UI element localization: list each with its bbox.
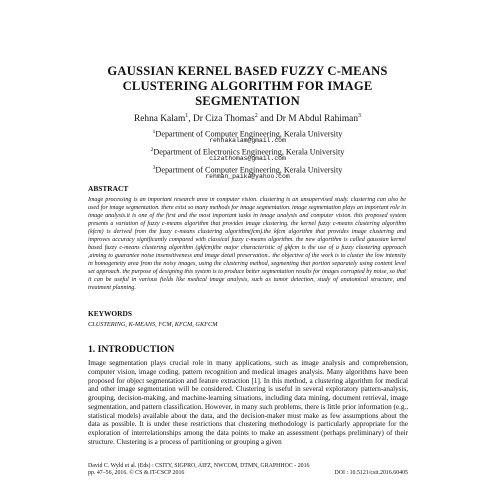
- affiliation-dept-text: Department of Computer Engineering, Kerala University: [155, 129, 343, 139]
- affiliation-dept-text: Department of Computer Engineering, Kerala University: [155, 165, 343, 175]
- author-name: Dr Ciza Thomas: [192, 114, 255, 125]
- title-line: SEGMENTATION: [195, 94, 300, 108]
- abstract-heading: ABSTRACT: [88, 184, 129, 193]
- affiliation-mark: 3: [152, 165, 156, 171]
- author-name: Rehna Kalam: [133, 114, 186, 125]
- author-mark: 3: [358, 113, 362, 119]
- affiliation-email: cizathomas@gmail.com: [209, 155, 286, 162]
- introduction-text: Image segmentation plays crucial role in many applications, such as image analysis and comprehension, computer vision, image coding, pattern recognition and medical images analysis. Many algorithms have been proposed for object segmentation and feature extraction [1]. In this method, a clustering algorithm for medical and other image segmentation will be considered. Clustering is useful in several exploratory pattern-analysis, grouping, decision-making, and machine-learning situations, including data mining, document retrieval, image segmentation, and pattern classification. However, in many such problems, there is little prior information (e.g., statistical models) available about the data, and the decision-maker must make as few assumptions about the data as possible. It is under these restrictions that clustering methodology is particularly appropriate for the exploration of interrelationships among the data points to make an assessment (perhaps preliminary) of their structure. Clustering is a process of partitioning or grouping a given: [88, 359, 408, 446]
- keywords-heading: KEYWORDS: [88, 309, 132, 318]
- affiliation-dept-text: Department of Electronics Engineering, Kerala University: [153, 147, 345, 157]
- title-line: CLUSTERING ALGORITHM FOR IMAGE: [122, 79, 373, 93]
- author-separator: and: [257, 114, 276, 125]
- author-separator: ,: [188, 114, 193, 125]
- footer-doi: DOI : 10.5121/csit.2016.60405: [334, 470, 408, 476]
- author-list: [40, 111, 455, 125]
- paper-title: [60, 64, 435, 109]
- footer-pages: pp. 47–56, 2016. © CS & IT-CSCP 2016: [88, 470, 185, 476]
- affiliation-mark: 1: [152, 129, 156, 135]
- title-line: GAUSSIAN KERNEL BASED FUZZY C-MEANS: [107, 64, 388, 78]
- affiliation-mark: 2: [150, 147, 154, 153]
- affiliation-email: rehnakalam@gmail.com: [209, 137, 286, 144]
- footer-pages-doi: [88, 470, 408, 477]
- author-name: Dr M Abdul Rahiman: [275, 114, 359, 125]
- footer-citation: [88, 463, 408, 470]
- abstract-text: Image processing is an important research area in computer vision. clustering is an unsupervised study. clustering can also be used for image segmentation. there exist so many methods for image segmentation. image segmentation plays an important role in image analysis.it is one of the first and the most important tasks in image analysis and computer vision. this proposed system presents a variation of fuzzy c-means algorithm that provides image clustering. the kernel fuzzy c-means clustering algorithm (kfcm) is derived from the fuzzy c-means clustering algorithm(fcm).the kfcm algorithm that provides image clustering and improves accuracy significantly compared with classical fuzzy c-means algorithm. the new algorithm is called gaussian kernel based fuzzy c-means clustering algorithm (gkfcm)the major characteristic of gkfcm is the use of a fuzzy clustering approach ,aiming to guarantee noise insensitiveness and image detail preservation.. the objective of the work is to cluster the low intensity in homogeneity area from the noisy images, using the clustering method, segmenting that portion separately using content level set approach. the purpose of designing this system is to produce better segmentation results for images corrupted by noise, so that it can be useful in various fields like medical image analysis, such as tumor detection, study of anatomical structure, and treatment planning.: [88, 197, 406, 291]
- author-mark: 2: [254, 113, 258, 119]
- author-mark: 1: [185, 113, 189, 119]
- introduction-heading: 1. INTRODUCTION: [88, 344, 175, 355]
- affiliation-email: rehman_paika@yahoo.com: [205, 173, 290, 180]
- footer-proceedings: David C. Wyld et al. (Eds) : CSITY, SIGPRO, AIFZ, NWCOM, DTMN, GRAPHHOC - 2016: [88, 463, 310, 469]
- keywords-text: CLUSTERING, K-MEANS, FCM, KFCM, GKFCM: [88, 321, 218, 328]
